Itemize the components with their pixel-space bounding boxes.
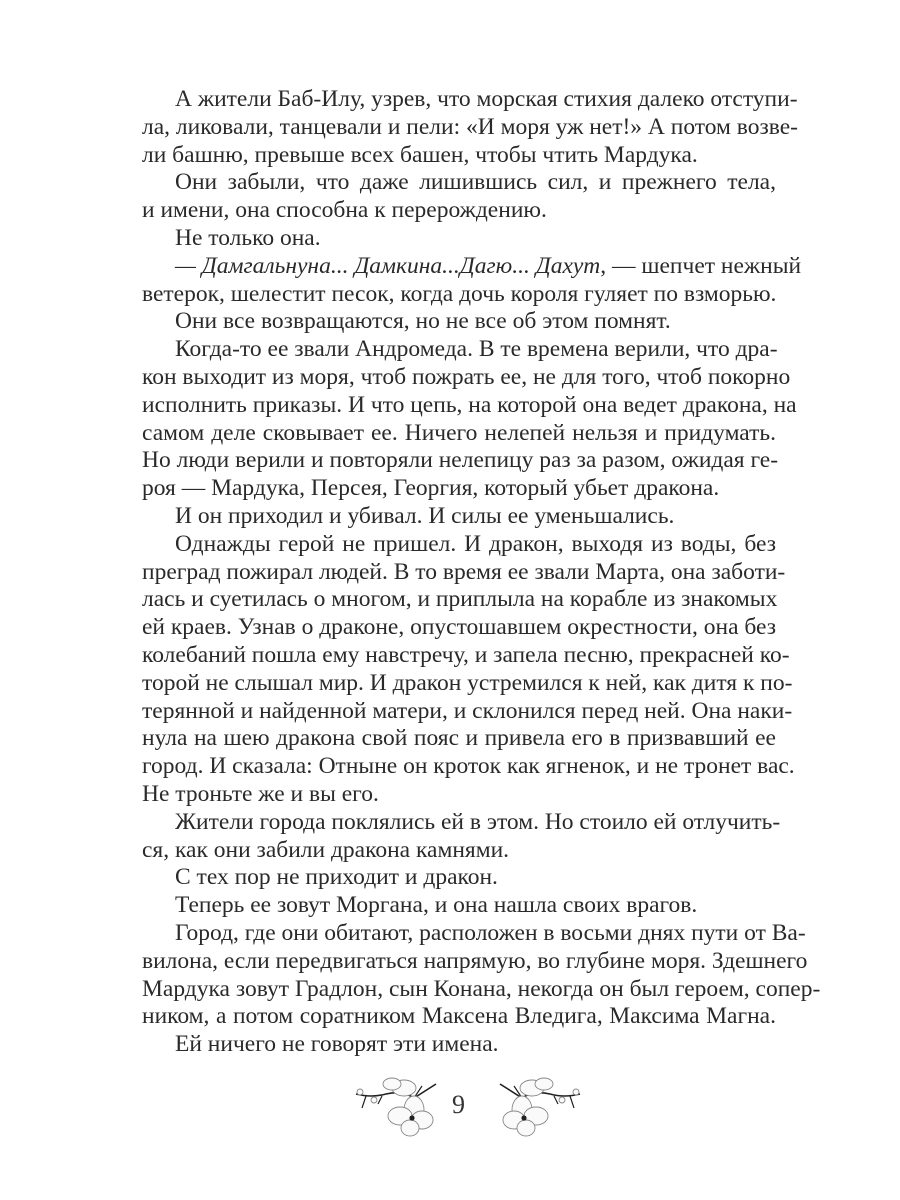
page-number: 9 [452, 1090, 465, 1119]
line-text: Не троньте же и вы его. [142, 780, 379, 807]
text-line [142, 447, 779, 475]
text-line [142, 197, 776, 225]
text-line [142, 919, 806, 948]
text-line [142, 947, 808, 976]
line-text: вилона, если передвигаться напрямую, во глубине моря. Здешнего [142, 947, 808, 974]
line-text: Ей ничего не говорят эти имена. [175, 1031, 499, 1058]
text-line [142, 336, 776, 364]
text-line [142, 558, 786, 587]
text-line [142, 169, 776, 197]
flower-ornament-right-icon [494, 1072, 584, 1138]
line-text: ей краев. Узнав о драконе, опустошавшем окрестности, она без [142, 614, 777, 641]
text-line [142, 308, 776, 336]
line-text: ли башню, превыше всех башен, чтобы чтить Мардука. [142, 141, 698, 168]
line-text: кон выходит из моря, чтоб пожрать ее, не для того, чтоб покорно [142, 363, 791, 390]
italic-names: — Дамгальнуна... Дамкина...Дагю... Дахут [175, 252, 601, 279]
text-line [142, 420, 776, 448]
line-text: колебаний пошла ему навстречу, и запела песню, прекрасней ко- [142, 641, 790, 668]
text-line [142, 1031, 776, 1059]
line-text: исполнить приказы. И что цепь, на которой она ведет дракона, на [142, 391, 797, 418]
line-text: Однажды герой не пришел. И дракон, выходя из воды, без [175, 530, 776, 557]
line-text: И он приходил и убивал. И силы ее уменьшались. [175, 502, 675, 529]
text-line [142, 363, 791, 392]
line-text: ветерок, шелестит песок, когда дочь короля гуляет по взморью. [142, 280, 777, 307]
body-text [142, 86, 821, 1059]
line-text: ла, ликовали, танцевали и пели: «И моря уж нет!» А потом возве- [142, 113, 798, 140]
text-line [142, 1003, 776, 1031]
text-line [142, 864, 776, 892]
line-text: Но люди верили и повторяли нелепицу раз за разом, ожидая ге- [142, 447, 779, 474]
flower-ornament-left-icon [352, 1072, 442, 1138]
text-line [142, 808, 781, 837]
line-text: и имени, она способна к перерождению. [142, 197, 547, 224]
line-text: лась и суетилась о многом, и приплыла на корабле из знакомых [142, 586, 778, 613]
line-text: А жители Баб-Илу, узрев, что морская стихия далеко отступи- [175, 86, 798, 112]
line-text: , — шепчет нежный [600, 252, 802, 279]
line-text: самом деле сковывает ее. Ничего нелепей нельзя и придумать. [142, 419, 776, 446]
line-text: Они забыли, что даже лишившись сил, и прежнего тела, [175, 169, 776, 196]
line-text: нула на шею дракона свой пояс и привела его в призвавший ее [142, 725, 776, 752]
text-line [142, 697, 793, 726]
text-line [142, 669, 793, 698]
text-line [142, 614, 776, 642]
text-line [142, 503, 776, 531]
line-text: Они все возвращаются, но не все об этом помнят. [175, 308, 671, 335]
line-text: Когда-то ее звали Андромеда. В те времена верили, что дра- [175, 336, 778, 363]
text-line [142, 781, 776, 809]
text-line [142, 281, 776, 309]
line-text: ся, как они забили дракона камнями. [142, 836, 510, 863]
text-line [142, 225, 776, 253]
line-text: С тех пор не приходит и дракон. [175, 864, 498, 891]
line-text: ником, а потом соратником Максена Вледига, Максима Магна. [142, 1003, 776, 1030]
line-text: Город, где они обитают, расположен в восьми днях пути от Ва- [175, 919, 806, 946]
text-line [142, 975, 821, 1004]
line-text: роя — Мардука, Персея, Георгия, который убьет дракона. [142, 475, 720, 502]
text-line [142, 892, 776, 920]
line-text: терянной и найденной матери, и склонился перед ней. Она наки- [142, 697, 793, 724]
line-text: торой не слышал мир. И дракон устремился к ней, как дитя к по- [142, 669, 793, 696]
text-line [142, 391, 797, 420]
line-text: Теперь ее зовут Моргана, и она нашла своих врагов. [175, 892, 698, 919]
text-line [142, 531, 776, 559]
line-text: город. И сказала: Отныне он кроток как ягненок, и не тронет вас. [142, 753, 795, 780]
text-line [142, 86, 798, 114]
text-line [142, 252, 802, 281]
text-line [142, 753, 795, 781]
text-line [142, 475, 776, 503]
text-line [142, 113, 798, 142]
text-line [142, 142, 776, 170]
text-line [142, 837, 776, 865]
text-line [142, 586, 776, 614]
line-text: Мардука зовут Градлон, сын Конана, некогда он был героем, сопер- [142, 975, 821, 1002]
text-line [142, 725, 776, 753]
text-line [142, 641, 790, 670]
line-text: преград пожирал людей. В то время ее звали Марта, она заботи- [142, 558, 786, 585]
line-text: Не только она. [175, 224, 321, 251]
line-text: Жители города поклялись ей в этом. Но стоило ей отлучить- [175, 808, 781, 835]
